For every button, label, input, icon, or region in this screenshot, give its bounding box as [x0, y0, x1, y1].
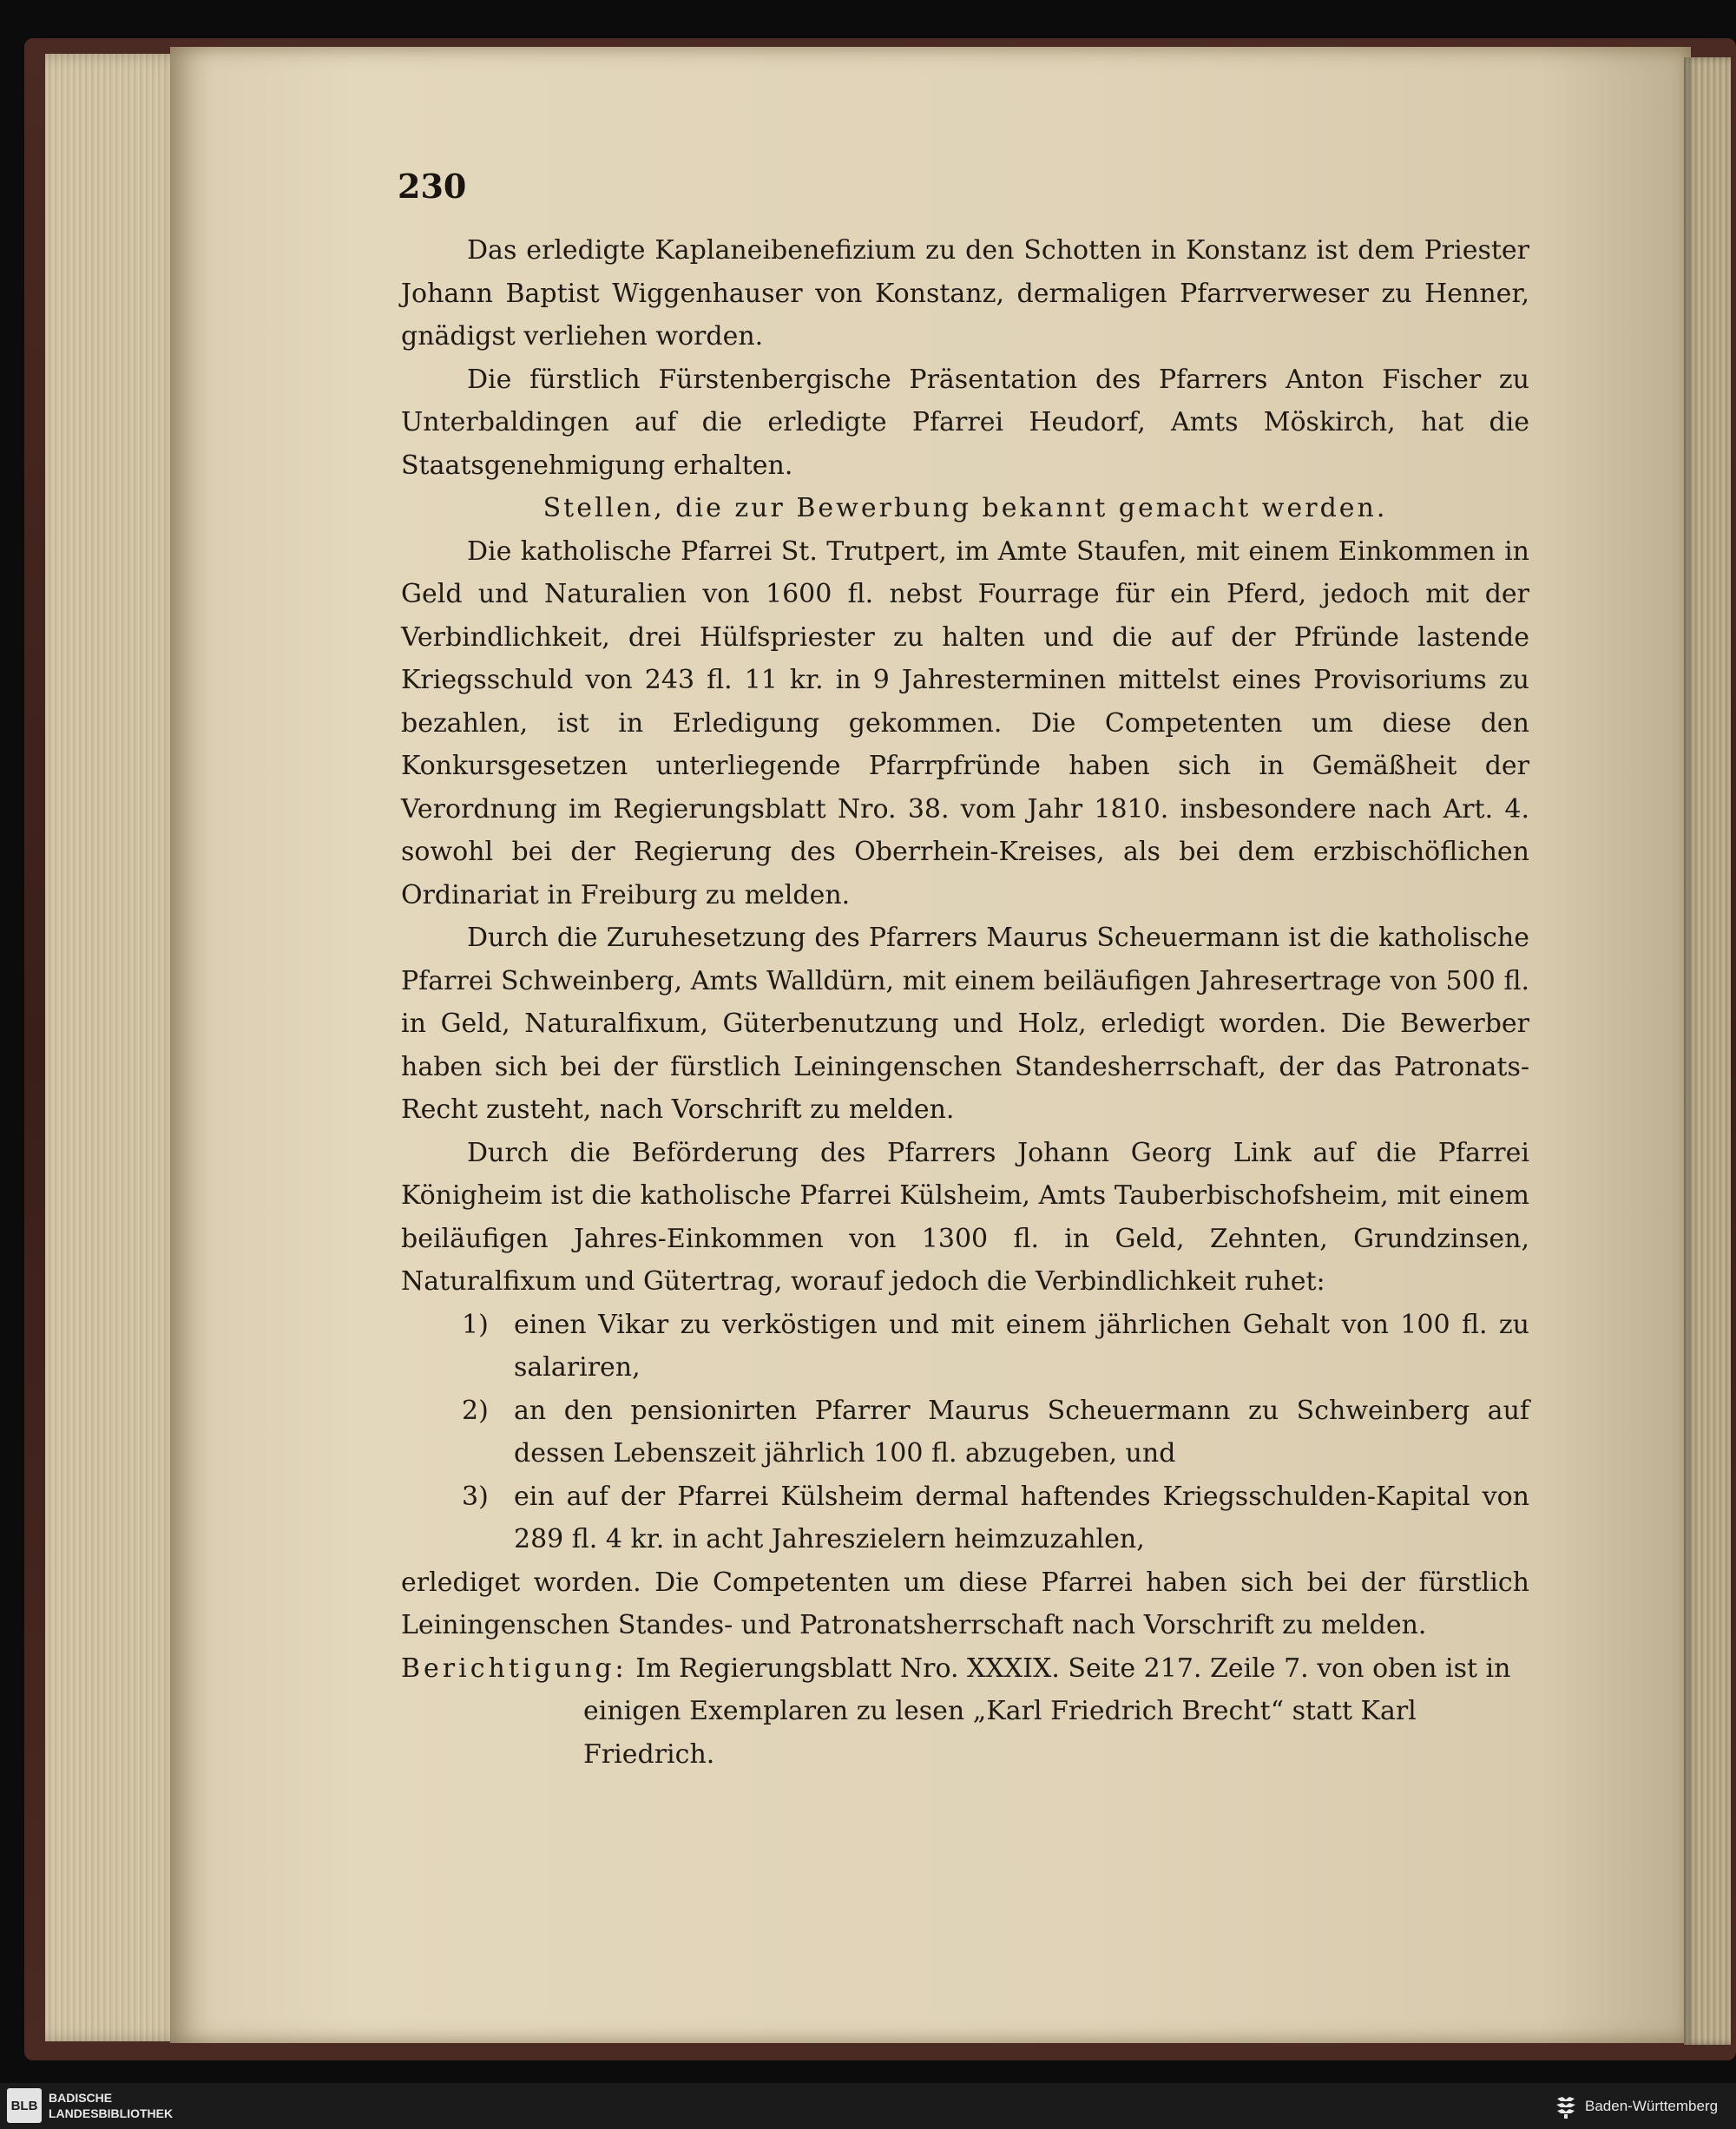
paragraph-st-trutpert: Die katholische Pfarrei St. Trutpert, im Amte Staufen, mit einem Einkommen in Geld und Naturalien von 1600 fl. nebst Fourrage für ein Pferd, jedoch mit der Verbindlichkeit, drei Hülfspriester zu halten und die auf der Pfründe lastende Kriegsschuld von 243 fl. 11 kr. in 9 Jahresterminen mittelst eines Provisoriums zu bezahlen, ist in Erledigung gekommen. Die Competenten um diese den Konkursgesetzen unterliegende Pfarrpfründe haben sich in Gemäßheit der Verordnung im Regierungsblatt Nro. 38. vom Jahr 1810. insbesondere nach Art. 4. sowohl bei der Regierung des Oberrhein-Kreises, als bei dem erzbischöflichen Ordinariat in Freiburg zu melden.	[401, 536, 1529, 910]
blb-name-line1: BADISCHE	[49, 2091, 113, 2105]
list-number: 3)	[462, 1481, 489, 1512]
paragraph-closing: erlediget worden. Die Competenten um diese Pfarrei haben sich bei der fürstlich Leiningenschen Standes- und Patronatsherrschaft nach Vorschrift zu melden.	[401, 1567, 1529, 1640]
list-number: 2)	[462, 1395, 489, 1426]
lions-crest-icon	[1554, 2093, 1578, 2119]
right-page-edges	[1684, 57, 1731, 2045]
paragraph-kuelsheim: Durch die Beförderung des Pfarrers Johann Georg Link auf die Pfarrei Königheim ist die katholische Pfarrei Külsheim, Amts Tauberbischofsheim, mit einem beiläufigen Jahres-Einkommen von 1300 fl. in Geld, Zehnten, Grundzinsen, Naturalfixum und Gütertrag, worauf jedoch die Verbindlichkeit ruhet:	[401, 1137, 1529, 1297]
list-item	[401, 1304, 1529, 1390]
list-text: einen Vikar zu verköstigen und mit einem jährlichen Gehalt von 100 fl. zu salariren,	[514, 1309, 1529, 1383]
list-item	[401, 1390, 1529, 1475]
blb-name	[49, 2090, 173, 2121]
viewer-footer	[0, 2083, 1736, 2129]
page-text	[401, 229, 1529, 1776]
list-text: an den pensionirten Pfarrer Maurus Scheuermann zu Schweinberg auf dessen Lebenszeit jährlich 100 fl. abzugeben, und	[514, 1395, 1529, 1469]
list-number: 1)	[462, 1309, 489, 1340]
left-page-edges	[45, 54, 184, 2041]
section-heading: Stellen, die zur Bewerbung bekannt gemacht werden.	[542, 493, 1388, 523]
correction-label: Berichtigung:	[401, 1653, 628, 1684]
paragraph-schweinberg: Durch die Zuruhesetzung des Pfarrers Maurus Scheuermann ist die katholische Pfarrei Schweinberg, Amts Walldürn, mit einem beiläufigen Jahresertrage von 500 fl. in Geld, Naturalfixum, Güterbenutzung und Holz, erledigt worden. Die Bewerber haben sich bei der fürstlich Leiningenschen Standesherrschaft, der das Patronats-Recht zusteht, nach Vorschrift zu melden.	[401, 923, 1529, 1125]
correction-line1: Im Regierungsblatt Nro. XXXIX. Seite 217. Zeile 7. von oben ist in	[635, 1653, 1511, 1684]
page-number: 230	[398, 167, 467, 206]
bw-label: Baden-Württemberg	[1585, 2098, 1719, 2114]
paragraph-kaplanei: Das erledigte Kaplaneibenefizium zu den Schotten in Konstanz ist dem Priester Johann Baptist Wiggenhauser von Konstanz, dermaligen Pfarrverweser zu Henner, gnädigst verliehen worden.	[401, 235, 1529, 352]
correction-note	[401, 1647, 1529, 1777]
blb-logo[interactable]: BLB	[7, 2088, 42, 2123]
correction-line2: einigen Exemplaren zu lesen „Karl Friedrich Brecht“ statt Karl Friedrich.	[583, 1696, 1417, 1770]
blb-name-line2: LANDESBIBLIOTHEK	[49, 2106, 174, 2120]
list-text: ein auf der Pfarrei Külsheim dermal haftendes Kriegsschulden-Kapital von 289 fl. 4 kr. in acht Jahreszielern heimzuzahlen,	[514, 1481, 1529, 1554]
baden-wuerttemberg-logo[interactable]	[1554, 2093, 1718, 2119]
paragraph-praesentation: Die fürstlich Fürstenbergische Präsentation des Pfarrers Anton Fischer zu Unterbaldingen auf die erledigte Pfarrei Heudorf, Amts Möskirch, hat die Staatsgenehmigung erhalten.	[401, 364, 1529, 481]
list-item	[401, 1475, 1529, 1561]
